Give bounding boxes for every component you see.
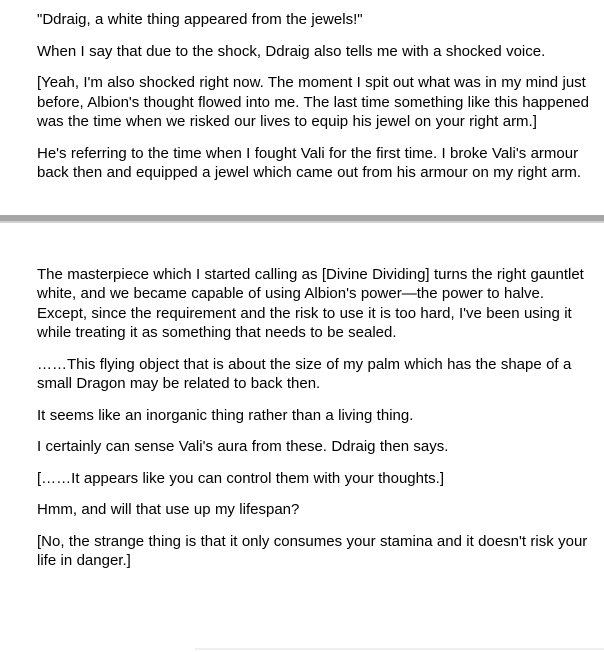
text-section-bottom (0, 265, 604, 571)
paragraph: I certainly can sense Vali's aura from these. Ddraig then says. (37, 438, 449, 455)
section-break-divider (0, 215, 604, 223)
paragraph: [……It appears like you can control them with your thoughts.] (37, 469, 444, 487)
paragraph: "Ddraig, a white thing appeared from the jewels!" (37, 11, 363, 28)
paragraph: [Yeah, I'm also shocked right now. The moment I spit out what was in my mind just before, Albion's thought flowed into me. The last time something like this happened was the time when we risked our lives to equip his jewel on your right arm.] (37, 74, 589, 130)
paragraph: He's referring to the time when I fought Vali for the first time. I broke Vali's armour back then and equipped a jewel which came out from his armour on my right arm. (37, 144, 582, 181)
next-section-break-divider-edge (195, 648, 604, 650)
paragraph: When I say that due to the shock, Ddraig also tells me with a shocked voice. (37, 42, 546, 60)
paragraph: [No, the strange thing is that it only consumes your stamina and it doesn't risk your life in danger.] (37, 532, 588, 569)
paragraph: Hmm, and will that use up my lifespan? (37, 501, 300, 518)
paragraph: The masterpiece which I started calling as [Divine Dividing] turns the right gauntlet white, and we became capable of using Albion's power—the power to halve. Except, since the requirement and the risk to use it is too hard, I've been using it while treating it as something that needs to be sealed. (37, 265, 584, 341)
text-section-top (0, 0, 604, 183)
paragraph: ……This flying object that is about the size of my palm which has the shape of a small Dragon may be related to back then. (37, 355, 572, 392)
paragraph: It seems like an inorganic thing rather than a living thing. (37, 406, 414, 424)
